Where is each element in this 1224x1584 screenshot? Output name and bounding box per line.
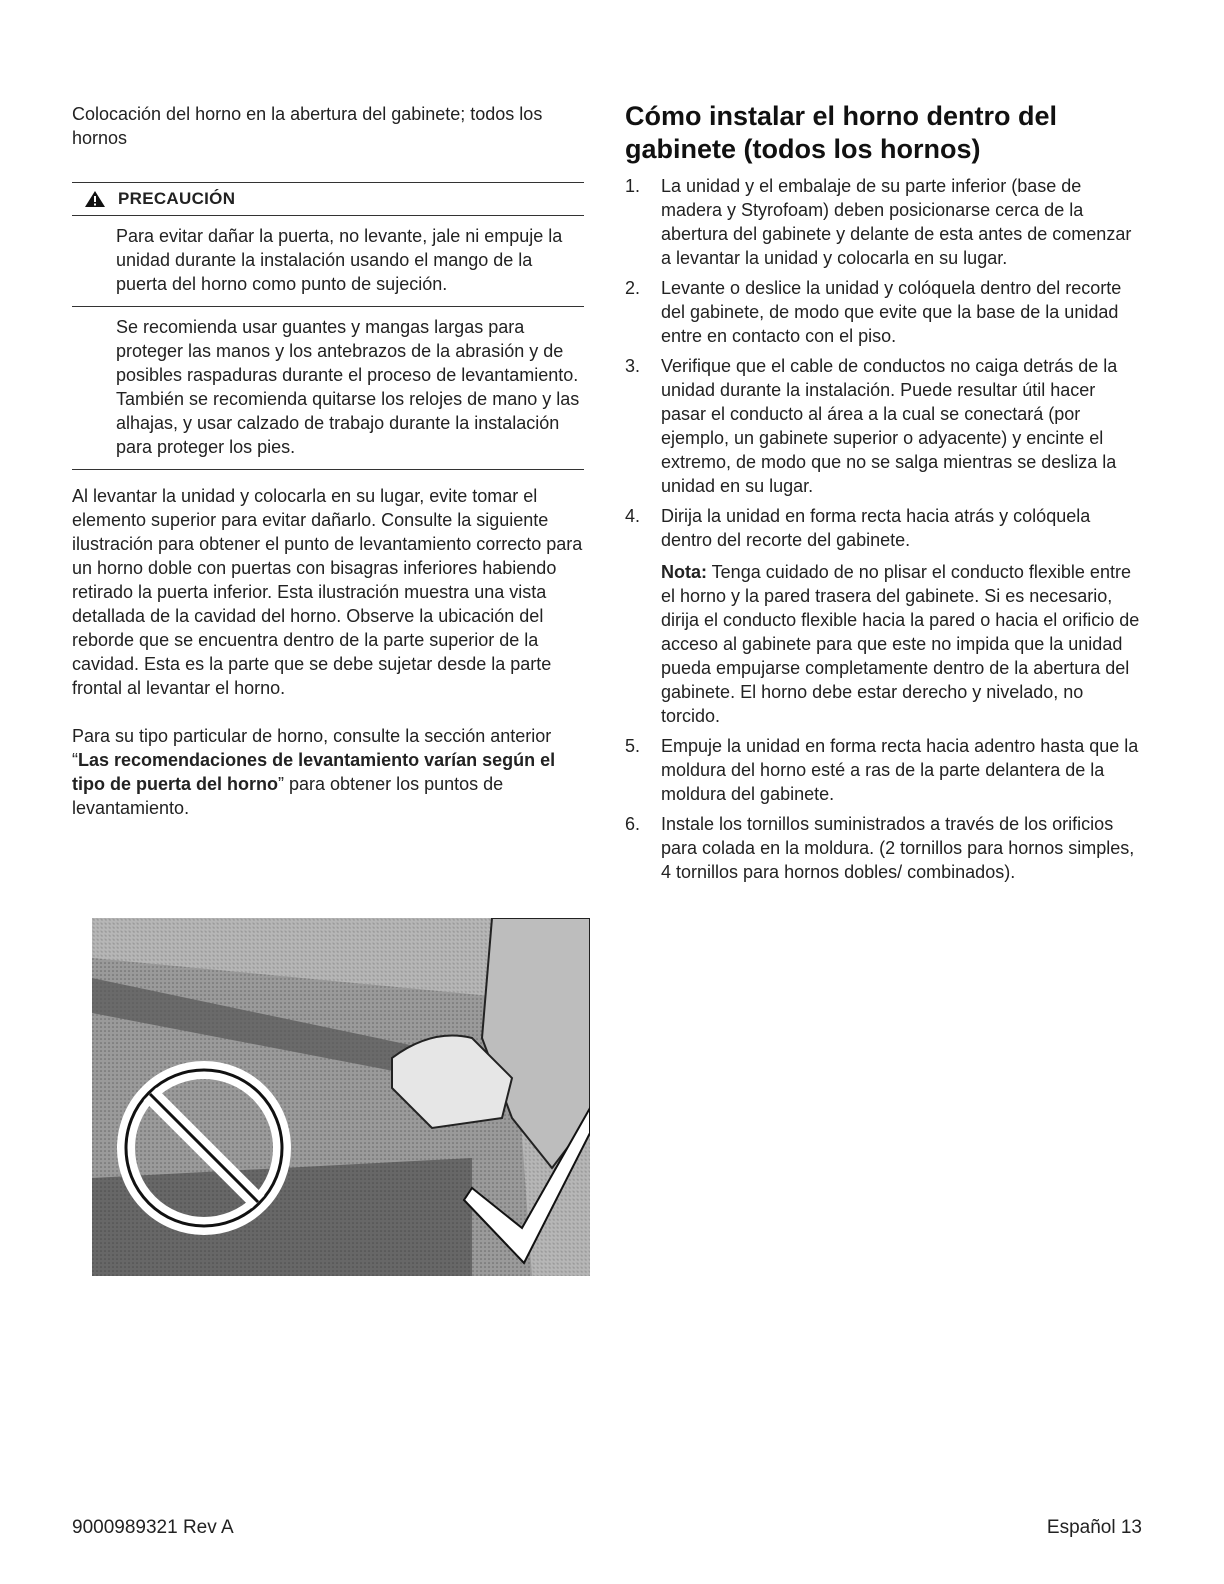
right-column [625,100,1145,890]
caution-bottom-rule [72,469,584,470]
step-note [661,560,1145,728]
para2-pre: Para su tipo particular de horno, consulte la sección anterior “ [72,726,552,770]
step-number: 2. [625,278,641,298]
step-text: Verifique que el cable de conductos no caiga detrás de la unidad durante la instalación. Puede resultar útil hacer pasar el conducto al área a la cual se conectará (por ejemplo, un gabinete superior o adyacente) y encinte el extremo, de modo que no se salga mientras se desliza la unidad en su lugar. [661,356,1118,496]
caution-title: PRECAUCIÓN [118,189,236,208]
warning-triangle-icon [84,190,106,208]
body-paragraph-2 [72,724,584,820]
list-item [625,504,1145,728]
step-text: Empuje la unidad en forma recta hacia adentro hasta que la moldura del horno esté a ras de la parte delantera de la moldura del gabinete. [661,736,1139,804]
step-number: 1. [625,176,641,196]
step-number: 4. [625,506,641,526]
list-item [625,812,1145,884]
caution-header [72,183,584,215]
left-column [72,102,584,820]
step-4-content [661,504,1145,728]
page-number: Español 13 [1046,1517,1142,1538]
step-text: La unidad y el embalaje de su parte inferior (base de madera y Styrofoam) deben posicionarse cerca de la abertura del gabinete y delante de esta antes de comenzar a levantar la unidad y colocarla en su lugar. [661,176,1132,268]
note-text: Tenga cuidado de no plisar el conducto flexible entre el horno y la pared trasera del gabinete. Si es necesario, dirija el conducto flexible hacia la pared o hacia el orificio de acceso al gabinete para que este no impida que la unidad pueda empujarse completamente dentro de la abertura del gabinete. El horno debe estar derecho y nivelado, no torcido. [661,562,1140,726]
caution-block-2 [72,307,584,469]
list-item [625,174,1145,270]
step-number: 6. [625,814,641,834]
caution-text-2a: Se recomienda usar guantes y mangas largas para proteger las manos y los antebrazos de la abrasión y de posibles raspaduras durante el proceso de levantamiento. [116,317,579,385]
caution-block-1 [72,216,584,306]
oven-lifting-illustration [92,918,590,1276]
section-heading: Cómo instalar el horno dentro del gabinete (todos los hornos) [625,101,1058,164]
install-steps [625,174,1145,884]
para2-bold-reference: Las recomendaciones de levantamiento varían según el tipo de puerta del horno [72,750,556,794]
section-intro: Colocación del horno en la abertura del gabinete; todos los hornos [72,104,543,148]
list-item [625,276,1145,348]
caution-text-2 [116,315,584,459]
caution-text-2b: También se recomienda quitarse los relojes de mano y las alhajas, y usar calzado de trabajo durante la instalación para proteger los pies. [116,389,580,457]
step-number: 3. [625,356,641,376]
step-text: Instale los tornillos suministrados a través de los orificios para colada en la moldura. (2 tornillos para hornos simples, 4 tornillos para hornos dobles/ combinados). [661,814,1135,882]
caution-text-1: Para evitar dañar la puerta, no levante, jale ni empuje la unidad durante la instalación usando el mango de la puerta del horno como punto de sujeción. [116,226,563,294]
body-paragraph-1: Al levantar la unidad y colocarla en su lugar, evite tomar el elemento superior para evitar dañarlo. Consulte la siguiente ilustración para obtener el punto de levantamiento correcto para un horno doble con puertas con bisagras inferiores habiendo retirado la puerta inferior. Esta ilustración muestra una vista detallada de la cavidad del horno. Observe la ubicación del reborde que se encuentra dentro de la parte superior de la cavidad. Esta es la parte que se debe sujetar desde la parte frontal al levantar el horno. [72,486,583,698]
note-label: Nota: [661,562,707,582]
list-item [625,354,1145,498]
document-id: 9000989321 Rev A [72,1517,234,1538]
step-text: Dirija la unidad en forma recta hacia atrás y colóquela dentro del recorte del gabinete. [661,506,1091,550]
step-number: 5. [625,736,641,756]
para2-post: ” para obtener los puntos de levantamiento. [72,774,504,818]
list-item [625,734,1145,806]
step-text: Levante o deslice la unidad y colóquela dentro del recorte del gabinete, de modo que evite que la base de la unidad entre en contacto con el piso. [661,278,1122,346]
